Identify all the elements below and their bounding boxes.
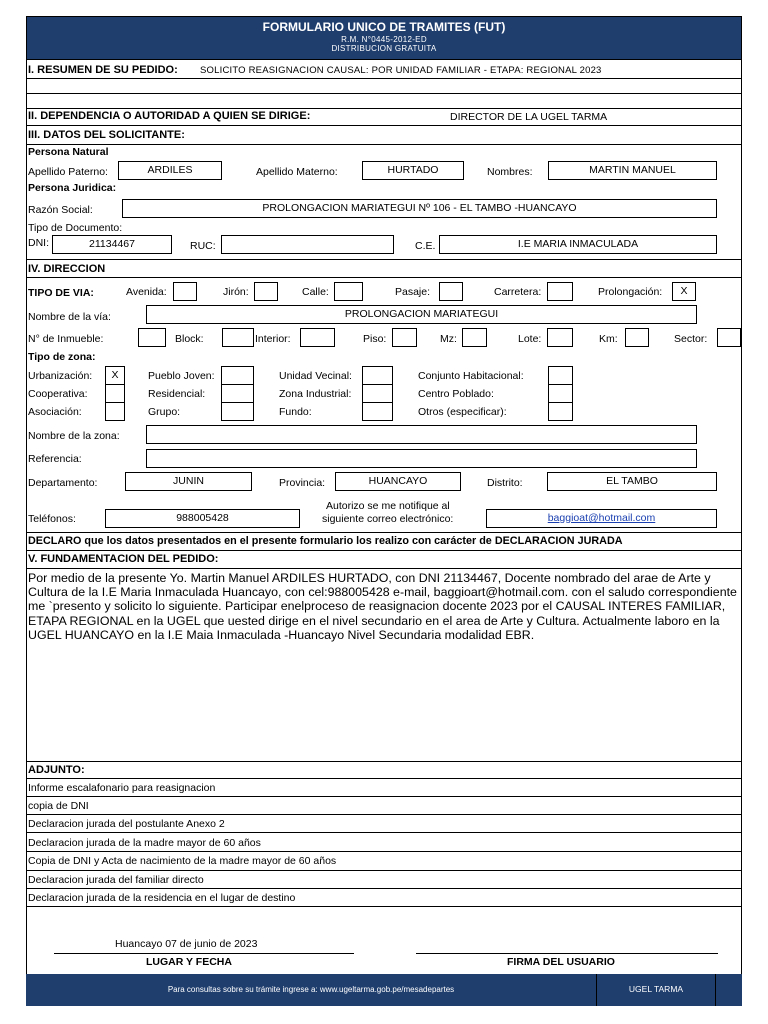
- apellido-paterno-label: Apellido Paterno:: [28, 166, 108, 178]
- divider: [26, 259, 742, 260]
- divider: [26, 832, 742, 833]
- divider: [26, 814, 742, 815]
- lugar-fecha-line: [54, 953, 354, 954]
- centro-poblado-label: Centro Poblado:: [418, 388, 494, 400]
- fundo-label: Fundo:: [279, 406, 312, 418]
- ruc-label: RUC:: [190, 240, 216, 252]
- telefonos-label: Teléfonos:: [28, 513, 76, 525]
- adjunto-label: ADJUNTO:: [28, 764, 85, 776]
- apellido-paterno-field[interactable]: ARDILES: [118, 161, 222, 180]
- divider: [26, 277, 742, 278]
- form-footer: [26, 974, 742, 1006]
- km-field[interactable]: [625, 328, 649, 347]
- persona-natural-label: Persona Natural: [28, 146, 109, 158]
- firma-label: FIRMA DEL USUARIO: [507, 956, 615, 968]
- departamento-label: Departamento:: [28, 477, 98, 489]
- provincia-field[interactable]: HUANCAYO: [335, 472, 461, 491]
- nombre-via-field[interactable]: PROLONGACION MARIATEGUI: [146, 305, 697, 324]
- unidad-vecinal-checkbox[interactable]: [362, 366, 393, 385]
- correo-link[interactable]: baggioat@hotmail.com: [547, 512, 656, 524]
- asociacion-label: Asociación:: [28, 406, 82, 418]
- asociacion-checkbox[interactable]: [105, 402, 125, 421]
- nombre-zona-label: Nombre de la zona:: [28, 430, 120, 442]
- divider: [26, 108, 742, 109]
- centro-poblado-checkbox[interactable]: [548, 384, 573, 403]
- divider: [26, 906, 742, 907]
- adjunto-item: Declaracion jurada del postulante Anexo 2: [28, 818, 225, 830]
- inmueble-label: N° de Inmueble:: [28, 333, 104, 345]
- lugar-fecha-label: LUGAR Y FECHA: [146, 956, 232, 968]
- lote-label: Lote:: [518, 333, 542, 345]
- cooperativa-label: Cooperativa:: [28, 388, 88, 400]
- resumen-value[interactable]: SOLICITO REASIGNACION CAUSAL: POR UNIDAD FAMILIAR - ETAPA: REGIONAL 2023: [200, 65, 602, 76]
- persona-juridica-label: Persona Juridica:: [28, 182, 117, 194]
- pasaje-checkbox[interactable]: [439, 282, 463, 301]
- grupo-checkbox[interactable]: [221, 402, 254, 421]
- prolongacion-checkbox[interactable]: X: [672, 282, 696, 301]
- declaro-middle: que los datos presentados en el presente formulario los realizo con carácter de: [81, 535, 495, 547]
- sector-field[interactable]: [717, 328, 741, 347]
- resumen-label: I. RESUMEN DE SU PEDIDO:: [28, 64, 178, 76]
- form-header: [26, 16, 742, 60]
- jiron-checkbox[interactable]: [254, 282, 278, 301]
- form-distribution: DISTRIBUCION GRATUITA: [331, 44, 437, 53]
- fundo-checkbox[interactable]: [362, 402, 393, 421]
- mz-label: Mz:: [440, 333, 457, 345]
- otros-label: Otros (especificar):: [418, 406, 507, 418]
- block-field[interactable]: [222, 328, 254, 347]
- divider: [26, 870, 742, 871]
- divider: [26, 144, 742, 145]
- nombre-zona-field[interactable]: [146, 425, 697, 444]
- tipo-zona-label: Tipo de zona:: [28, 351, 96, 363]
- referencia-label: Referencia:: [28, 453, 82, 465]
- apellido-materno-label: Apellido Materno:: [256, 166, 338, 178]
- nombres-label: Nombres:: [487, 166, 533, 178]
- firma-line: [416, 953, 718, 954]
- conjunto-habitacional-checkbox[interactable]: [548, 366, 573, 385]
- divider: [26, 550, 742, 551]
- adjunto-item: copia de DNI: [28, 800, 89, 812]
- direccion-label: IV. DIRECCION: [28, 263, 106, 275]
- divider: [26, 851, 742, 852]
- block-label: Block:: [175, 333, 204, 345]
- autorizo-line-1: Autorizo se me notifique al: [326, 500, 450, 512]
- nombres-field[interactable]: MARTIN MANUEL: [548, 161, 717, 180]
- interior-field[interactable]: [300, 328, 335, 347]
- grupo-label: Grupo:: [148, 406, 181, 418]
- pueblo-joven-checkbox[interactable]: [221, 366, 254, 385]
- ce-label: C.E.: [415, 240, 436, 252]
- adjunto-item: Declaracion jurada de la madre mayor de 60 años: [28, 837, 261, 849]
- divider: [26, 796, 742, 797]
- divider: [26, 888, 742, 889]
- dependencia-label: II. DEPENDENCIA O AUTORIDAD A QUIEN SE DIRIGE:: [28, 110, 311, 122]
- footer-ugel: UGEL TARMA: [596, 974, 716, 1006]
- carretera-checkbox[interactable]: [547, 282, 573, 301]
- solicitante-label: III. DATOS DEL SOLICITANTE:: [28, 129, 185, 141]
- piso-label: Piso:: [363, 333, 387, 345]
- urbanizacion-checkbox[interactable]: X: [105, 366, 125, 385]
- declaro-text: [28, 535, 623, 547]
- zona-industrial-label: Zona Industrial:: [279, 388, 352, 400]
- distrito-field[interactable]: EL TAMBO: [547, 472, 717, 491]
- conjunto-habitacional-label: Conjunto Habitacional:: [418, 370, 524, 382]
- adjunto-item: Informe escalafonario para reasignacion: [28, 782, 216, 794]
- km-label: Km:: [599, 333, 618, 345]
- ruc-field[interactable]: [221, 235, 394, 254]
- provincia-label: Provincia:: [279, 477, 326, 489]
- piso-field[interactable]: [392, 328, 417, 347]
- tipo-via-label: TIPO DE VIA:: [28, 287, 94, 299]
- telefono-field[interactable]: 988005428: [105, 509, 300, 528]
- adjunto-item: Declaracion jurada de la residencia en el lugar de destino: [28, 892, 296, 904]
- autorizo-line-2: siguiente correo electrónico:: [322, 513, 454, 525]
- calle-checkbox[interactable]: [334, 282, 363, 301]
- divider: [26, 125, 742, 126]
- unidad-vecinal-label: Unidad Vecinal:: [279, 370, 352, 382]
- distrito-label: Distrito:: [487, 477, 523, 489]
- referencia-field[interactable]: [146, 449, 697, 468]
- lugar-fecha-value[interactable]: Huancayo 07 de junio de 2023: [115, 938, 258, 950]
- divider: [26, 568, 742, 569]
- declaro-bold-2: DECLARACION JURADA: [494, 535, 623, 547]
- fundamentacion-text[interactable]: Por medio de la presente Yo. Martin Manuel ARDILES HURTADO, con DNI 21134467, Docente nombrado del arae de Arte y Cultura de la I.E Maria Inmaculada Huancayo, con cel:988005428 e-mail, baggioart@hotmail.com. con el saludo correspondiente me `presento y solicito lo siguiente. Participar enelproceso de reasignacion docente 2023 por el CAUSAL INTERES FAMILIAR, ETAPA REGIONAL en la UGEL que uested dirige en el nivel secundario en el area de Arte y Cultura. Actualmente laboro en la UGEL HUANCAYO en la I.E Maia Inmaculada -Huancayo Nivel Secundaria modalidad EBR.: [28, 571, 737, 642]
- avenida-label: Avenida:: [126, 286, 167, 298]
- nombre-via-label: Nombre de la vía:: [28, 311, 111, 323]
- divider: [26, 78, 742, 79]
- razon-social-label: Razón Social:: [28, 204, 93, 216]
- avenida-checkbox[interactable]: [173, 282, 197, 301]
- razon-social-field[interactable]: PROLONGACION MARIATEGUI Nº 106 - EL TAMBO -HUANCAYO: [122, 199, 717, 218]
- divider: [26, 761, 742, 762]
- mz-field[interactable]: [462, 328, 487, 347]
- interior-label: Interior:: [255, 333, 291, 345]
- adjunto-item: Declaracion jurada del familiar directo: [28, 874, 204, 886]
- declaro-bold-1: DECLARO: [28, 535, 82, 547]
- correo-field[interactable]: [486, 509, 717, 528]
- ce-field[interactable]: I.E MARIA INMACULADA: [439, 235, 717, 254]
- divider: [26, 93, 742, 94]
- apellido-materno-field[interactable]: HURTADO: [362, 161, 464, 180]
- lote-field[interactable]: [547, 328, 573, 347]
- jiron-label: Jirón:: [223, 286, 249, 298]
- divider: [26, 778, 742, 779]
- calle-label: Calle:: [302, 286, 329, 298]
- sector-label: Sector:: [674, 333, 708, 345]
- otros-checkbox[interactable]: [548, 402, 573, 421]
- residencial-checkbox[interactable]: [221, 384, 254, 403]
- cooperativa-checkbox[interactable]: [105, 384, 125, 403]
- carretera-label: Carretera:: [494, 286, 542, 298]
- prolongacion-label: Prolongación:: [598, 286, 663, 298]
- residencial-label: Residencial:: [148, 388, 206, 400]
- tipo-documento-label: Tipo de Documento:: [28, 222, 123, 234]
- adjunto-item: Copia de DNI y Acta de nacimiento de la madre mayor de 60 años: [28, 855, 337, 867]
- dni-label: DNI:: [28, 237, 49, 249]
- zona-industrial-checkbox[interactable]: [362, 384, 393, 403]
- urbanizacion-label: Urbanización:: [28, 370, 93, 382]
- dependencia-value[interactable]: DIRECTOR DE LA UGEL TARMA: [450, 111, 608, 123]
- pasaje-label: Pasaje:: [395, 286, 431, 298]
- dni-field[interactable]: 21134467: [52, 235, 172, 254]
- footer-consultas[interactable]: Para consultas sobre su trámite ingrese a: www.ugeltarma.gob.pe/mesadepartes: [167, 985, 455, 994]
- fundamentacion-label: V. FUNDAMENTACION DEL PEDIDO:: [28, 553, 219, 565]
- form-title: FORMULARIO UNICO DE TRAMITES (FUT): [262, 20, 506, 34]
- pueblo-joven-label: Pueblo Joven:: [148, 370, 215, 382]
- departamento-field[interactable]: JUNIN: [125, 472, 252, 491]
- inmueble-field[interactable]: [138, 328, 166, 347]
- divider: [26, 532, 742, 533]
- form-rm: R.M. N°0445-2012-ED: [341, 35, 427, 44]
